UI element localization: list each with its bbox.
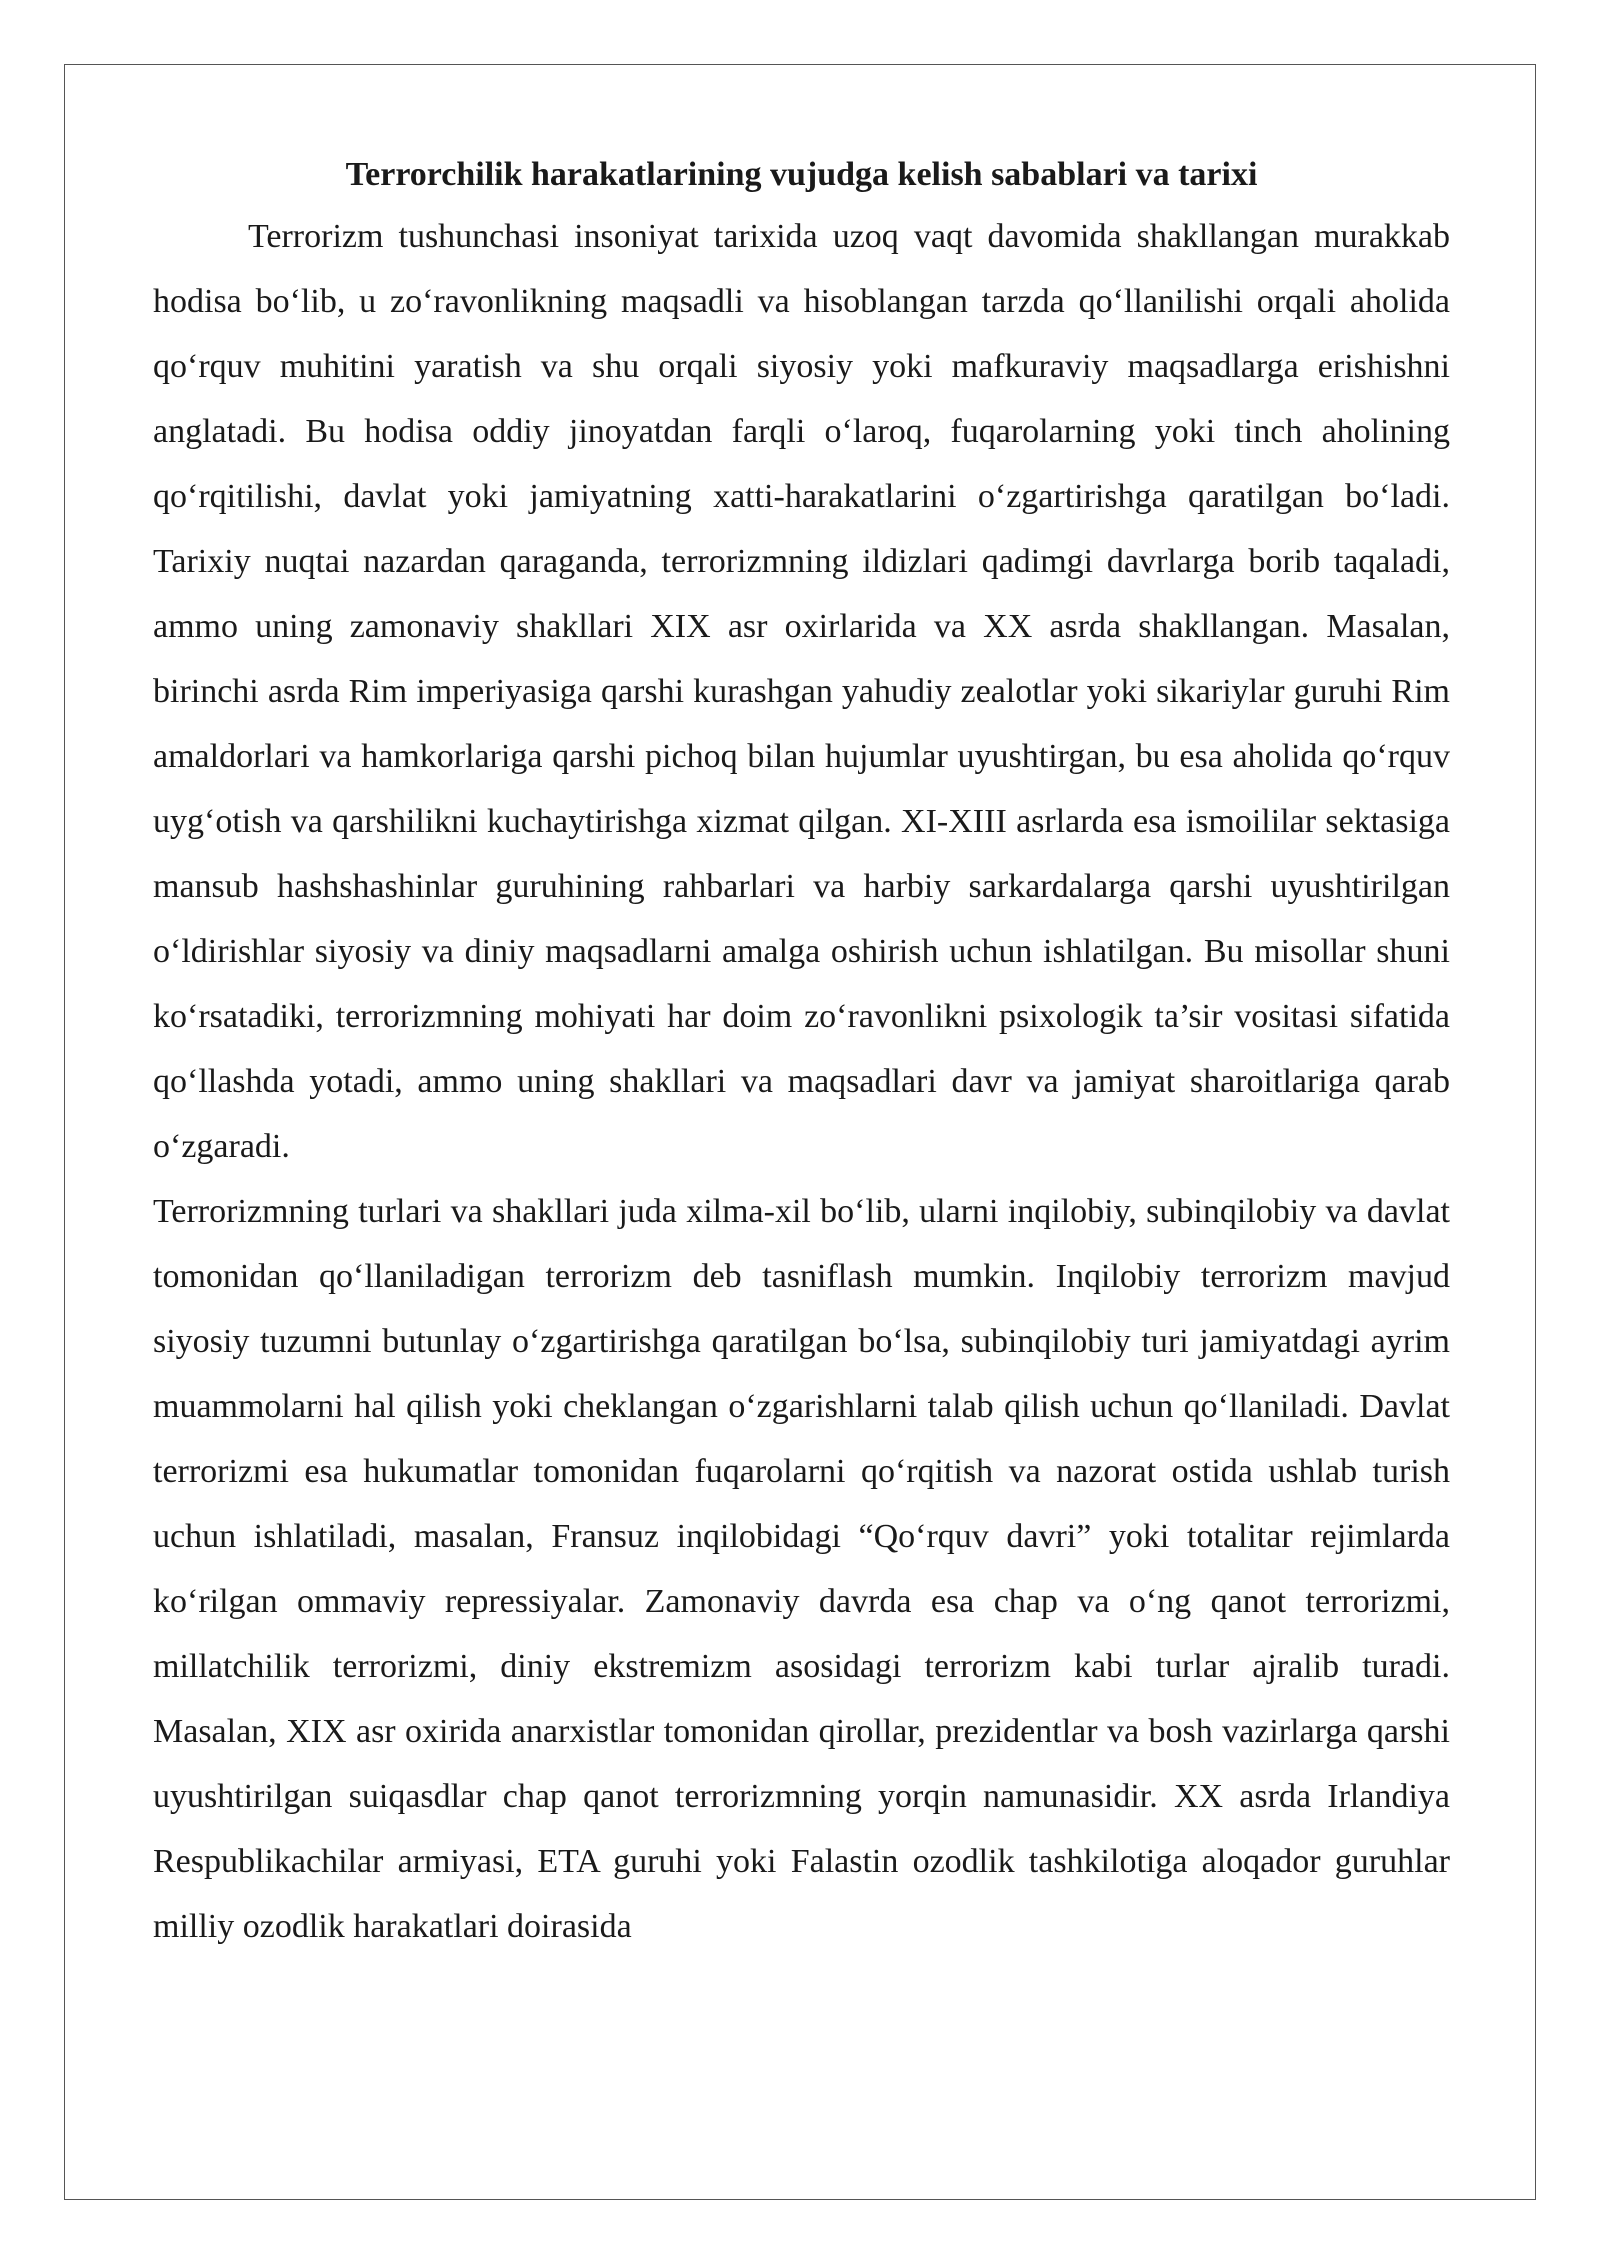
paragraph-2: Terrorizmning turlari va shakllari juda xilma-xil bo‘lib, ularni inqilobiy, subinqilobiy va davlat tomonidan qo‘llaniladigan terrorizm deb tasniflash mumkin. Inqilobiy terrorizm mavjud siyosiy tuzumni butunlay o‘zgartirishga qaratilgan bo‘lsa, subinqilobiy turi jamiyatdagi ayrim muammolarni hal qilish yoki cheklangan o‘zgarishlarni talab qilish uchun qo‘llaniladi. Davlat terrorizmi esa hukumatlar tomonidan fuqarolarni qo‘rqitish va nazorat ostida ushlab turish uchun ishlatiladi, masalan, Fransuz inqilobidagi “Qo‘rquv davri” yoki totalitar rejimlarda ko‘rilgan ommaviy repressiyalar. Zamonaviy davrda esa chap va o‘ng qanot terrorizmi, millatchilik terrorizmi, diniy ekstremizm asosidagi terrorizm kabi turlar ajralib turadi. Masalan, XIX asr oxirida anarxistlar tomonidan qirollar, prezidentlar va bosh vazirlarga qarshi uyushtirilgan suiqasdlar chap qanot terrorizmning yorqin namunasidir. XX asrda Irlandiya Respublikachilar armiyasi, ETA guruhi yoki Falastin ozodlik tashkilotiga aloqador guruhlar milliy ozodlik harakatlari doirasida <box>153 1193 1450 1945</box>
paragraph-1: Terrorizm tushunchasi insoniyat tarixida uzoq vaqt davomida shakllangan murakkab hodisa bo‘lib, u zo‘ravonlikning maqsadli va hisoblangan tarzda qo‘llanilishi orqali aholida qo‘rquv muhitini yaratish va shu orqali siyosiy yoki mafkuraviy maqsadlarga erishishni anglatadi. Bu hodisa oddiy jinoyatdan farqli o‘laroq, fuqarolarning yoki tinch aholining qo‘rqitilishi, davlat yoki jamiyatning xatti-harakatlarini o‘zgartirishga qaratilgan bo‘ladi. Tarixiy nuqtai nazardan qaraganda, terrorizmning ildizlari qadimgi davrlarga borib taqaladi, ammo uning zamonaviy shakllari XIX asr oxirlarida va XX asrda shakllangan. Masalan, birinchi asrda Rim imperiyasiga qarshi kurashgan yahudiy zealotlar yoki sikariylar guruhi Rim amaldorlari va hamkorlariga qarshi pichoq bilan hujumlar uyushtirgan, bu esa aholida qo‘rquv uyg‘otish va qarshilikni kuchaytirishga xizmat qilgan. XI-XIII asrlarda esa ismoililar sektasiga mansub hashshashinlar guruhining rahbarlari va harbiy sarkardalarga qarshi uyushtirilgan o‘ldirishlar siyosiy va diniy maqsadlarni amalga oshirish uchun ishlatilgan. Bu misollar shuni ko‘rsatadiki, terrorizmning mohiyati har doim zo‘ravonlikni psixologik ta’sir vositasi sifatida qo‘llashda yotadi, ammo uning shakllari va maqsadlari davr va jamiyat sharoitlariga qarab o‘zgaradi. <box>153 218 1450 1165</box>
document-body <box>153 146 1450 1959</box>
document-title: Terrorchilik harakatlarining vujudga kelish sabablari va tarixi <box>345 156 1258 193</box>
